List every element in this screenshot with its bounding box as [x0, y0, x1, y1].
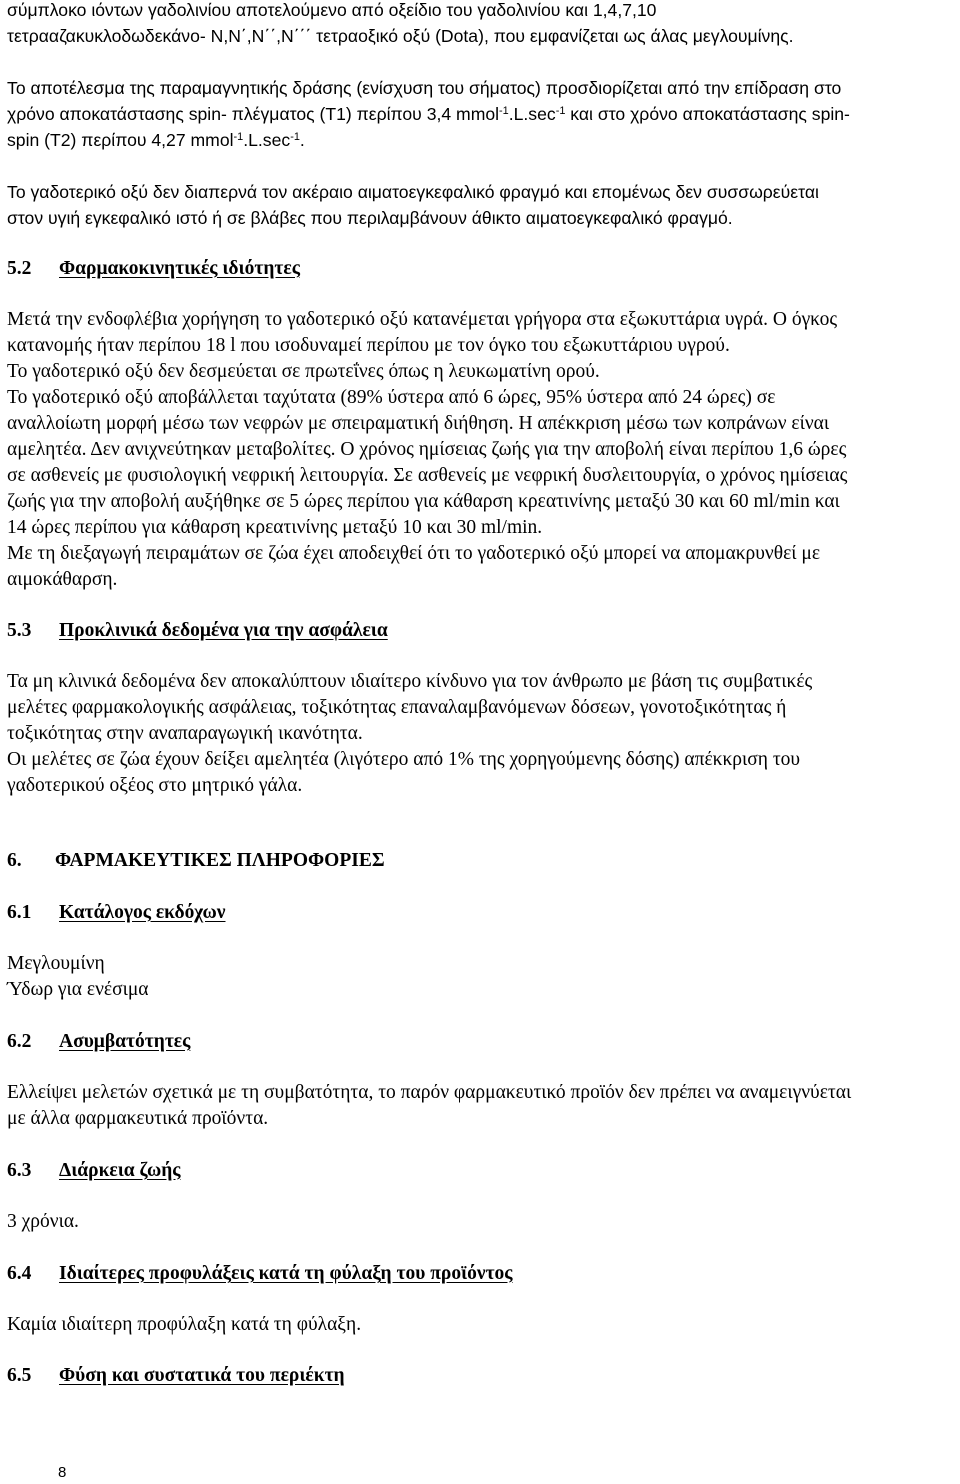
text-line: Το γαδοτερικό οξύ δεν δεσμεύεται σε πρωτεΐνες όπως η λευκωματίνη ορού. [7, 361, 600, 382]
text-line: αιμοκάθαρση. [7, 569, 118, 590]
list-item: Ύδωρ για ενέσιμα [7, 979, 149, 1000]
text-line: Το γαδοτερικό οξύ δεν διαπερνά τον ακέραιο αιματοεγκεφαλικό φραγμό και επομένως δεν συσσωρεύεται [7, 182, 819, 202]
text-line: Καμία ιδιαίτερη προφύλαξη κατά τη φύλαξη. [7, 1314, 362, 1335]
relaxivity-paragraph [7, 75, 953, 153]
text-line: Οι μελέτες σε ζώα έχουν δείξει αμελητέα (λιγότερο από 1% της χορηγούμενης δόσης) απέκκριση του [7, 749, 801, 770]
page-number: 8 [58, 1464, 67, 1481]
text-line: γαδοτερικού οξέος στο μητρικό γάλα. [7, 775, 303, 796]
preclinical-paragraph [7, 669, 953, 799]
text-line: στον υγιή εγκεφαλικό ιστό ή σε βλάβες που περιλαμβάνουν άθικτο αιματοεγκεφαλικό φραγμό. [7, 208, 733, 228]
text-line: Μετά την ενδοφλέβια χορήγηση το γαδοτερικό οξύ κατανέμεται γρήγορα στα εξωκυττάρια υγρά. Ο όγκος [7, 309, 838, 330]
text-line: ζωής για την αποβολή αυξήθηκε σε 5 ώρες περίπου για κάθαρση κρεατινίνης μεταξύ 30 και 60 ml/min και [7, 491, 840, 512]
text-line: Το αποτέλεσμα της παραμαγνητικής δράσης (ενίσχυση του σήματος) προσδιορίζεται από την επίδραση στο [7, 78, 842, 98]
text-line: Το γαδοτερικό οξύ αποβάλλεται ταχύτατα (89% ύστερα από 6 ώρες, 95% ύστερα από 24 ώρες) σε [7, 387, 776, 408]
storage-paragraph [7, 1312, 953, 1338]
pharmacokinetics-paragraph [7, 307, 953, 593]
text-line: σύμπλοκο ιόντων γαδολινίου αποτελούμενο από οξείδιο του γαδολινίου και 1,4,7,10 [7, 0, 657, 20]
section-heading-6-1: 6.1 Κατάλογος εκδόχων [7, 902, 226, 923]
intro-paragraph [7, 0, 953, 49]
section-heading-5-3: 5.3 Προκλινικά δεδομένα για την ασφάλεια [7, 620, 388, 641]
excipients-list [7, 951, 953, 1003]
section-heading-6-5: 6.5 Φύση και συστατικά του περιέκτη [7, 1365, 345, 1386]
section-heading-6: 6. ΦΑΡΜΑΚΕΥΤΙΚΕΣ ΠΛΗΡΟΦΟΡΙΕΣ [7, 850, 385, 871]
text-line: χρόνο αποκατάστασης spin- πλέγματος (T1) περίπου 3,4 $mmol^{-1}.L.\sec^{-1}$ και στο χρόνο αποκατάστασης spin- [7, 104, 850, 124]
text-line: Ελλείψει μελετών σχετικά με τη συμβατότητα, το παρόν φαρμακευτικό προϊόν δεν πρέπει να αναμειγνύεται [7, 1082, 852, 1103]
text-line: 3 χρόνια. [7, 1211, 79, 1232]
incompatibilities-paragraph [7, 1080, 953, 1132]
section-heading-6-3: 6.3 Διάρκεια ζωής [7, 1160, 181, 1181]
shelf-life-paragraph [7, 1209, 953, 1235]
section-heading-6-2: 6.2 Ασυμβατότητες [7, 1031, 191, 1052]
text-line: κατανομής ήταν περίπου 18 l που ισοδυναμεί περίπου με τον όγκο του εξωκυττάριου υγρού. [7, 335, 730, 356]
text-line: τετρααζακυκλοδωδεκάνο- Ν,Ν΄,Ν΄΄,Ν΄΄΄ τετραοξικό οξύ (Dota), που εμφανίζεται ως άλας μεγλουμίνης. [7, 26, 794, 46]
section-heading-6-4: 6.4 Ιδιαίτερες προφυλάξεις κατά τη φύλαξη του προϊόντος [7, 1263, 513, 1284]
text-line: Τα μη κλινικά δεδομένα δεν αποκαλύπτουν ιδιαίτερο κίνδυνο για τον άνθρωπο με βάση τις συμβατικές [7, 671, 813, 692]
list-item: Μεγλουμίνη [7, 953, 105, 974]
text-line: μελέτες φαρμακολογικής ασφάλειας, τοξικότητας επαναλαμβανόμενων δόσεων, γονοτοξικότητας ή [7, 697, 787, 718]
text-line: τοξικότητας στην αναπαραγωγική ικανότητα. [7, 723, 363, 744]
text-line: 14 ώρες περίπου για κάθαρση κρεατινίνης μεταξύ 10 και 30 ml/min. [7, 517, 543, 538]
text-line: spin (T2) περίπου 4,27 $mmol^{-1}.L.\sec^{-1}$. [7, 130, 305, 150]
text-line: σε ασθενείς με φυσιολογική νεφρική λειτουργία. Σε ασθενείς με νεφρική δυσλειτουργία, ο χρόνος ημίσειας [7, 465, 848, 486]
text-line: Με τη διεξαγωγή πειραμάτων σε ζώα έχει αποδειχθεί ότι το γαδοτερικό οξύ μπορεί να απομακρυνθεί με [7, 543, 821, 564]
text-line: αναλλοίωτη μορφή μέσω των νεφρών με σπειραματική διήθηση. Η απέκκριση μέσω των κοπράνων είναι [7, 413, 830, 434]
text-line: αμελητέα. Δεν ανιχνεύτηκαν μεταβολίτες. Ο χρόνος ημίσειας ζωής για την αποβολή είναι περίπου 1,6 ώρες [7, 439, 847, 460]
section-heading-5-2: 5.2 Φαρμακοκινητικές ιδιότητες [7, 258, 300, 279]
bbb-paragraph [7, 179, 953, 231]
text-line: με άλλα φαρμακευτικά προϊόντα. [7, 1108, 269, 1129]
